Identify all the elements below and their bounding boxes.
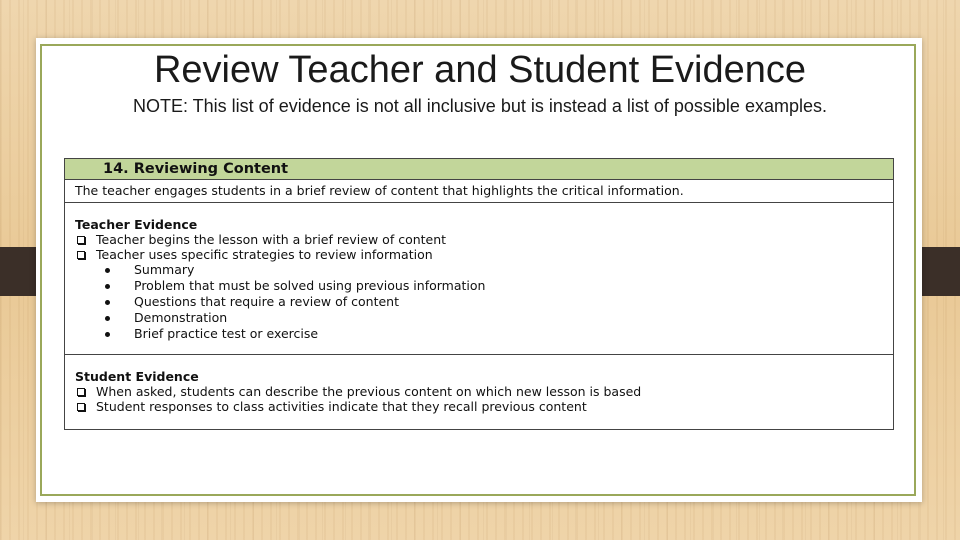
bullet-item [75,326,893,342]
bullet-label: Questions that require a review of content [134,294,399,309]
list-item-label: When asked, students can describe the previous content on which new lesson is based [96,384,642,399]
bullet-icon [105,268,110,273]
checkbox-icon [77,403,85,411]
list-item-label: Teacher begins the lesson with a brief review of content [96,232,447,247]
evidence-table [64,158,894,430]
slide-note: NOTE: This list of evidence is not all inclusive but is instead a list of possible examples. [133,96,827,116]
bullet-label: Brief practice test or exercise [134,326,319,341]
table-header: 14. Reviewing Content [65,159,893,180]
checkbox-icon [77,236,85,244]
list-item [75,399,893,414]
bullet-item [75,310,893,326]
bullet-item [75,278,893,294]
bullet-icon [105,332,110,337]
bullet-icon [105,316,110,321]
student-evidence-title: Student Evidence [75,369,199,384]
list-item-label: Student responses to class activities indicate that they recall previous content [96,399,587,414]
bullet-item [75,262,893,278]
student-evidence-section [65,355,893,414]
teacher-evidence-title: Teacher Evidence [75,217,198,232]
bullet-icon [105,284,110,289]
bullet-label: Summary [134,262,195,277]
checkbox-icon [77,388,85,396]
list-item [75,232,893,247]
left-strap [0,247,40,296]
list-item [75,384,893,399]
list-item-label: Teacher uses specific strategies to review information [96,247,433,262]
bullet-item [75,294,893,310]
slide-title: Review Teacher and Student Evidence [153,49,807,91]
bullet-label: Demonstration [134,310,228,325]
bullet-icon [105,300,110,305]
checkbox-icon [77,251,85,259]
list-item [75,247,893,262]
table-description: The teacher engages students in a brief review of content that highlights the critical information. [65,180,893,203]
bullet-label: Problem that must be solved using previous information [134,278,486,293]
teacher-evidence-section [65,203,893,355]
